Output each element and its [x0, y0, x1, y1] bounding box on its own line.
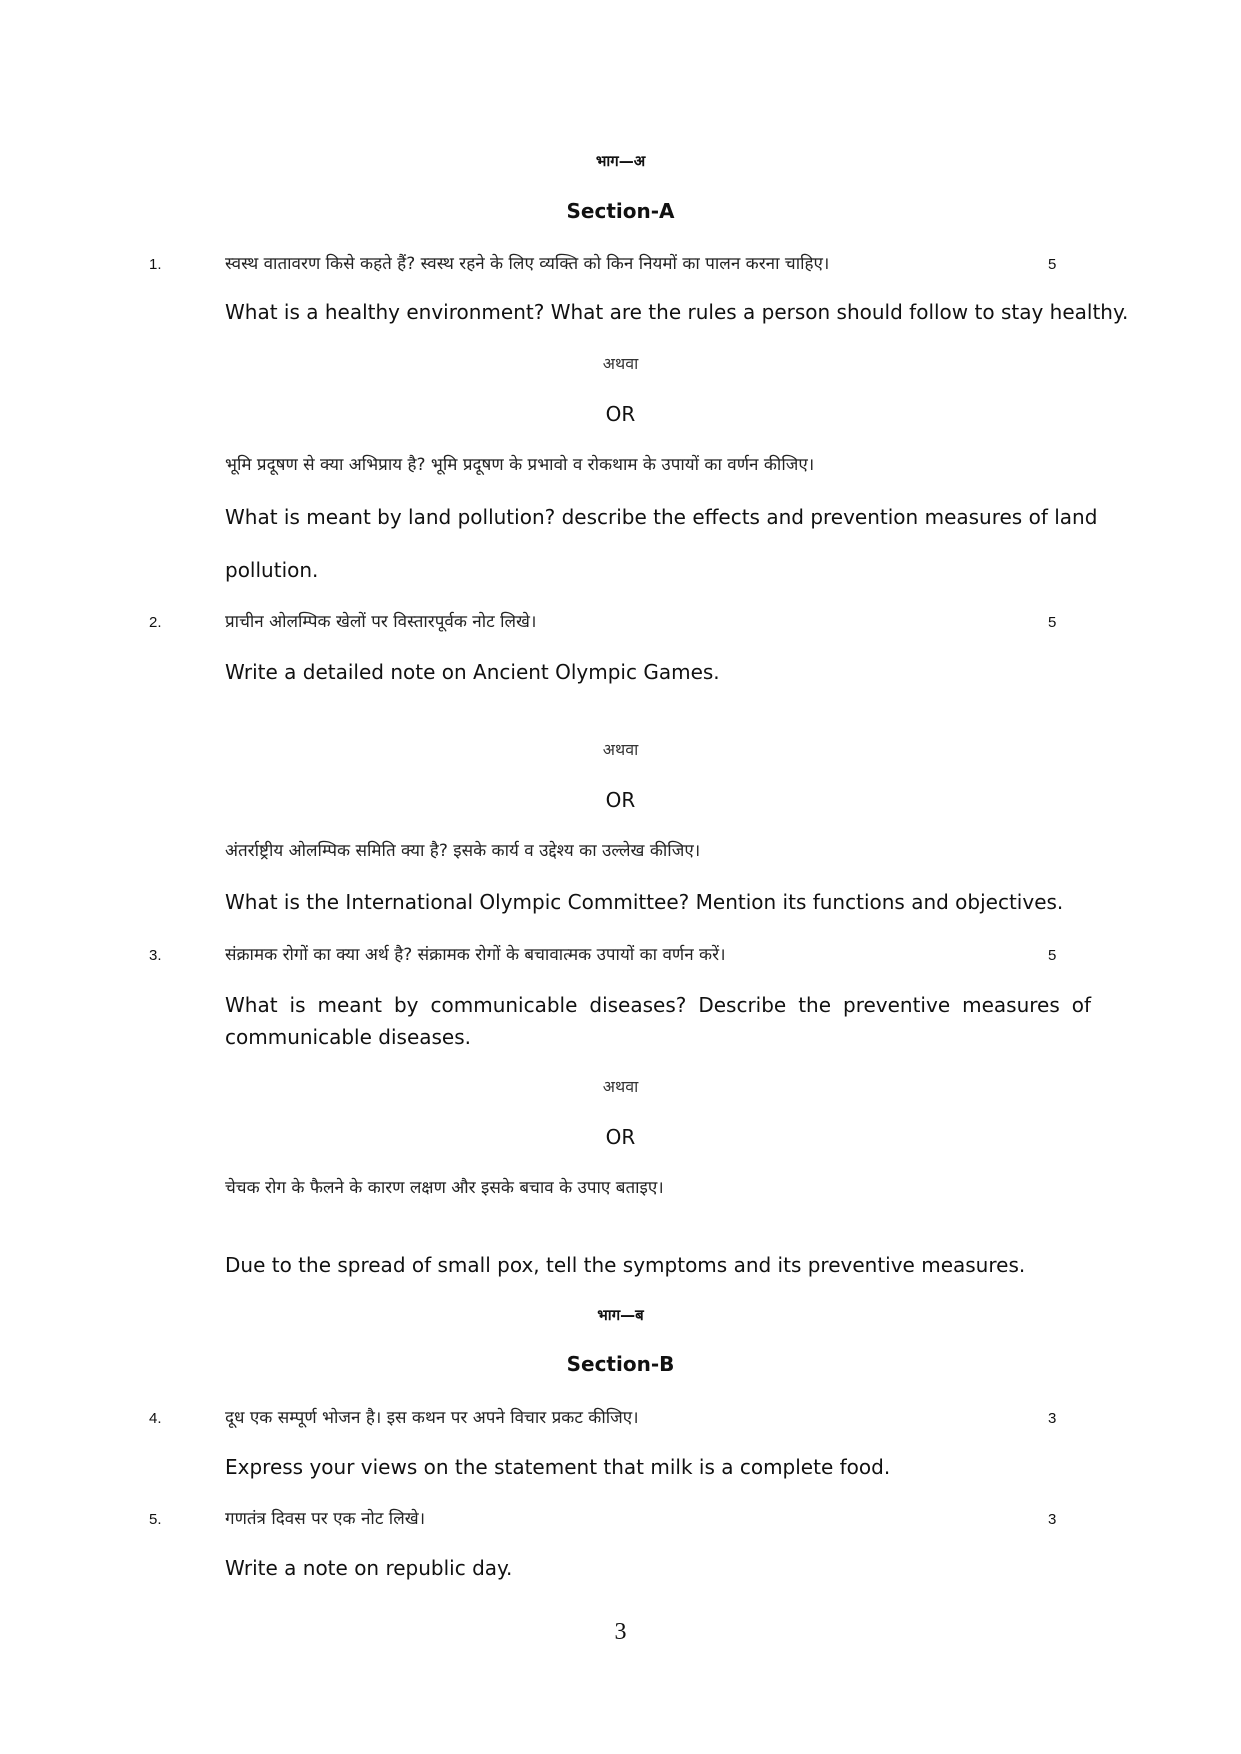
alternative-hindi-text: भूमि प्रदूषण से क्या अभिप्राय है? भूमि प्रदूषण के प्रभावो व रोकथाम के उपायों का वर्णन कीजिए। — [225, 455, 815, 475]
question-marks: 5 — [1048, 947, 1057, 964]
page-number: 3 — [614, 1619, 627, 1645]
question-english-text: Express your views on the statement that milk is a complete food. — [225, 1455, 891, 1479]
question-english-text: What is meant by communicable diseases? Describe the preventive measures of — [225, 993, 1091, 1017]
or-hindi: अथवा — [602, 1077, 639, 1096]
alternative-hindi-text: चेचक रोग के फैलने के कारण लक्षण और इसके बचाव के उपाए बताइए। — [225, 1178, 664, 1198]
or-english: OR — [605, 402, 636, 426]
alternative-english-text-continued: pollution. — [225, 558, 319, 582]
question-hindi-text: संक्रामक रोगों का क्या अर्थ है? संक्रामक रोगों के बचावात्मक उपायों का वर्णन करें। — [225, 945, 726, 965]
question-number: 1. — [149, 256, 162, 273]
question-marks: 3 — [1048, 1511, 1057, 1528]
section-b-heading: Section-B — [566, 1352, 675, 1376]
or-hindi: अथवा — [602, 740, 639, 759]
question-number: 2. — [149, 614, 162, 631]
alternative-hindi-text: अंतर्राष्ट्रीय ओलम्पिक समिति क्या है? इसके कार्य व उद्देश्य का उल्लेख कीजिए। — [225, 841, 701, 861]
question-english-text: Write a note on republic day. — [225, 1556, 513, 1580]
alternative-english-text: What is the International Olympic Committee? Mention its functions and objectives. — [225, 890, 1064, 914]
question-number: 3. — [149, 947, 162, 964]
question-english-text: Write a detailed note on Ancient Olympic Games. — [225, 660, 720, 684]
section-a-heading: Section-A — [566, 199, 675, 223]
section-a-hindi-heading: भाग—अ — [595, 152, 646, 170]
question-number: 5. — [149, 1511, 162, 1528]
alternative-english-text: What is meant by land pollution? describe the effects and prevention measures of land — [225, 505, 1098, 529]
question-marks: 3 — [1048, 1410, 1057, 1427]
question-number: 4. — [149, 1410, 162, 1427]
alternative-english-text: Due to the spread of small pox, tell the symptoms and its preventive measures. — [225, 1253, 1026, 1277]
or-hindi: अथवा — [602, 354, 639, 373]
question-hindi-text: दूध एक सम्पूर्ण भोजन है। इस कथन पर अपने विचार प्रकट कीजिए। — [225, 1408, 639, 1428]
question-hindi-text: प्राचीन ओलम्पिक खेलों पर विस्तारपूर्वक नोट लिखे। — [225, 612, 537, 632]
question-hindi-text: स्वस्थ वातावरण किसे कहते हैं? स्वस्थ रहने के लिए व्यक्ति को किन नियमों का पालन करना चाहिए। — [225, 254, 830, 274]
or-english: OR — [605, 788, 636, 812]
question-english-text: What is a healthy environment? What are the rules a person should follow to stay healthy. — [225, 300, 1129, 324]
question-marks: 5 — [1048, 614, 1057, 631]
or-english: OR — [605, 1125, 636, 1149]
question-hindi-text: गणतंत्र दिवस पर एक नोट लिखे। — [225, 1509, 426, 1529]
question-marks: 5 — [1048, 256, 1057, 273]
section-b-hindi-heading: भाग—ब — [597, 1306, 644, 1324]
question-english-text-continued: communicable diseases. — [225, 1025, 472, 1049]
